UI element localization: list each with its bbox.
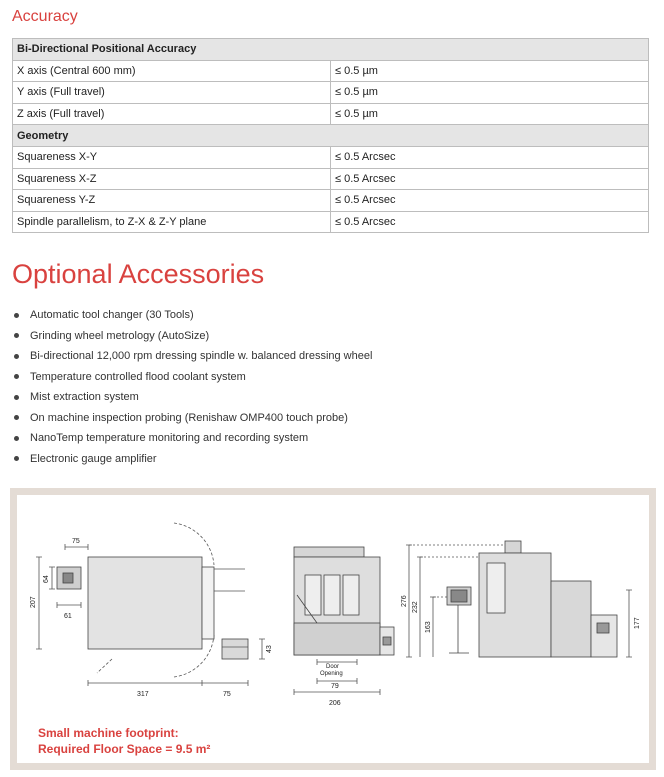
door-label-1: Door [326,664,340,670]
dim-64: 64 [43,575,50,583]
list-item [12,449,372,470]
spec-value: ≤ 0.5 Arcsec [331,190,649,212]
table-row [13,168,649,190]
table-section-header [13,39,649,61]
dim-75-bottom: 75 [223,691,231,698]
side-view [406,541,632,657]
list-item-text: Grinding wheel metrology (AutoSize) [30,329,210,342]
dim-75-top: 75 [72,538,80,545]
door-label-2: Opening [320,671,343,677]
dim-79: 79 [331,683,339,690]
spec-value: ≤ 0.5 Arcsec [331,168,649,190]
list-item [12,428,372,449]
dim-232: 232 [412,601,419,613]
table-row [13,146,649,168]
spec-label: Squareness X-Y [13,146,331,168]
footprint-line-2: Required Floor Space = 9.5 m² [38,742,211,756]
machine-drawing-panel [10,488,656,770]
list-item-text: NanoTemp temperature monitoring and recording system [30,432,309,445]
list-item-text: On machine inspection probing (Renishaw OMP400 touch probe) [30,411,348,424]
list-item-text: Mist extraction system [30,391,139,404]
section-label: Geometry [13,125,649,147]
bullet-icon [14,415,19,420]
spec-value: ≤ 0.5 µm [331,82,649,104]
list-item [12,387,372,408]
spec-value: ≤ 0.5 µm [331,103,649,125]
list-item [12,305,372,326]
list-item [12,346,372,367]
accuracy-heading: Accuracy [12,8,78,25]
bullet-icon [14,436,19,441]
bullet-icon [14,313,19,318]
table-row [13,211,649,233]
dim-276: 276 [401,595,408,607]
front-view [294,547,394,695]
spec-label: X axis (Central 600 mm) [13,60,331,82]
spec-value: ≤ 0.5 Arcsec [331,146,649,168]
dim-177: 177 [634,617,641,629]
spec-label: Squareness Y-Z [13,190,331,212]
list-item-text: Electronic gauge amplifier [30,452,157,465]
list-item-text: Automatic tool changer (30 Tools) [30,309,194,322]
spec-label: Y axis (Full travel) [13,82,331,104]
dim-163: 163 [425,621,432,633]
table-row [13,103,649,125]
dim-207: 207 [30,596,37,608]
table-row [13,82,649,104]
top-view [36,523,265,686]
table-row [13,60,649,82]
dim-43: 43 [266,645,273,653]
bullet-icon [14,354,19,359]
spec-label: Z axis (Full travel) [13,103,331,125]
accessories-list [12,305,372,469]
table-section-header [13,125,649,147]
accuracy-table [12,38,649,233]
spec-value: ≤ 0.5 Arcsec [331,211,649,233]
bullet-icon [14,456,19,461]
bullet-icon [14,395,19,400]
bullet-icon [14,374,19,379]
list-item [12,367,372,388]
list-item [12,326,372,347]
machine-dimension-drawing [17,495,649,763]
list-item-text: Temperature controlled flood coolant system [30,370,246,383]
spec-label: Spindle parallelism, to Z-X & Z-Y plane [13,211,331,233]
list-item [12,408,372,429]
dim-206: 206 [329,700,341,707]
spec-label: Squareness X-Z [13,168,331,190]
optional-accessories-heading: Optional Accessories [12,259,265,289]
spec-value: ≤ 0.5 µm [331,60,649,82]
bullet-icon [14,333,19,338]
dim-317: 317 [137,691,149,698]
footprint-note [38,725,210,757]
dim-61: 61 [64,613,72,620]
table-row [13,190,649,212]
list-item-text: Bi-directional 12,000 rpm dressing spindle w. balanced dressing wheel [30,350,373,363]
section-label: Bi-Directional Positional Accuracy [13,39,649,61]
footprint-line-1: Small machine footprint: [38,726,179,740]
